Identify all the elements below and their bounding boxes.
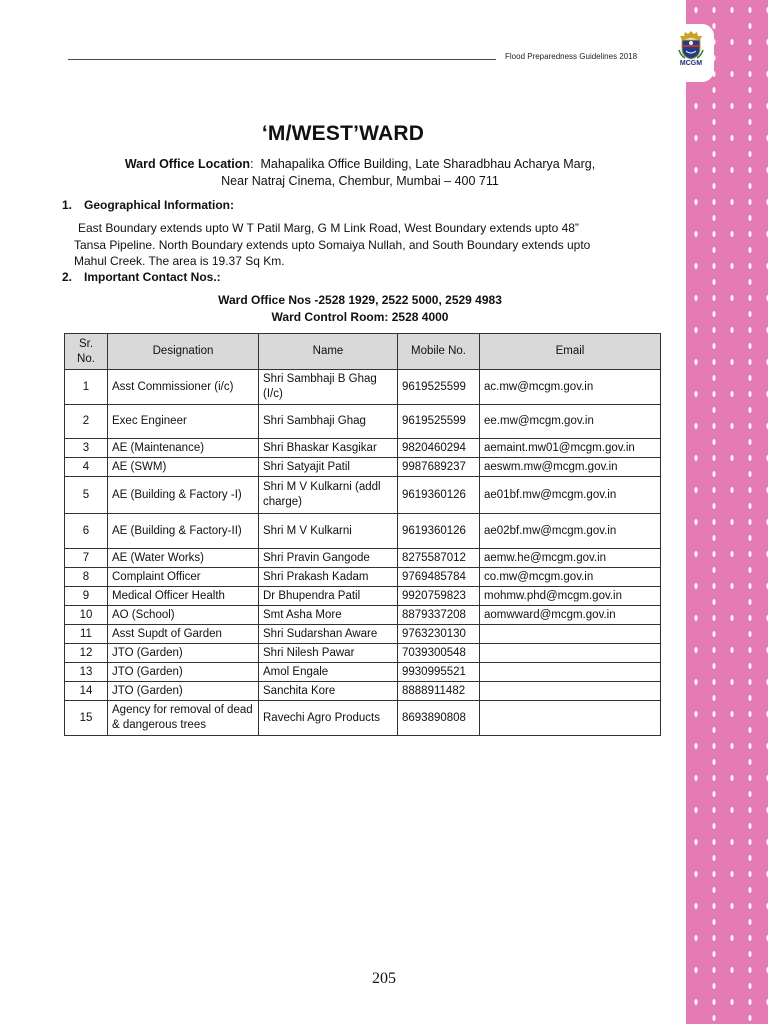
cell-name: Shri Pravin Gangode: [259, 549, 398, 568]
geographical-description: [74, 220, 658, 270]
cell-designation: AE (SWM): [108, 458, 259, 477]
cell-sr-no: 12: [65, 644, 108, 663]
ward-location-label: Ward Office Location: [124, 157, 251, 171]
table-row: [65, 370, 661, 405]
contacts-table: [64, 333, 661, 736]
ward-location-line1: Mahapalika Office Building, Late Sharadbhau Acharya Marg,: [260, 157, 596, 171]
decorative-pink-strip: [686, 0, 768, 1024]
cell-sr-no: 10: [65, 606, 108, 625]
cell-designation: AE (Building & Factory-II): [108, 514, 259, 549]
cell-email: [480, 644, 661, 663]
cell-sr-no: 4: [65, 458, 108, 477]
ward-office-nos: Ward Office Nos -2528 1929, 2522 5000, 2529 4983: [218, 293, 502, 307]
cell-name: Amol Engale: [259, 663, 398, 682]
cell-mobile: 9769485784: [398, 568, 480, 587]
cell-name: Sanchita Kore: [259, 682, 398, 701]
cell-designation: JTO (Garden): [108, 663, 259, 682]
cell-email: [480, 625, 661, 644]
cell-designation: AE (Maintenance): [108, 439, 259, 458]
table-body: [65, 370, 661, 736]
header-rule: [68, 59, 496, 60]
cell-email: [480, 663, 661, 682]
mcgm-emblem-icon: [677, 30, 705, 60]
table-row: [65, 549, 661, 568]
table-row: [65, 682, 661, 701]
cell-mobile: 8888911482: [398, 682, 480, 701]
cell-mobile: 8693890808: [398, 701, 480, 736]
cell-designation: Complaint Officer: [108, 568, 259, 587]
office-numbers: [0, 292, 720, 326]
cell-mobile: 8879337208: [398, 606, 480, 625]
cell-name: Shri Sudarshan Aware: [259, 625, 398, 644]
cell-mobile: 9820460294: [398, 439, 480, 458]
cell-designation: JTO (Garden): [108, 682, 259, 701]
ward-office-location: Ward Office Location: Mahapalika Office Building, Late Sharadbhau Acharya Marg, Near Natraj Cinema, Chembur, Mumbai – 400 711: [100, 156, 620, 190]
cell-designation: Medical Officer Health: [108, 587, 259, 606]
geo-line-1: East Boundary extends upto W T Patil Marg, G M Link Road, West Boundary extends upto 48”: [78, 221, 579, 235]
cell-name: Smt Asha More: [259, 606, 398, 625]
section-title: Important Contact Nos.:: [84, 270, 221, 284]
col-header-name: Name: [259, 334, 398, 370]
cell-name: Ravechi Agro Products: [259, 701, 398, 736]
section-heading-geographical: [62, 198, 234, 212]
table-row: [65, 663, 661, 682]
cell-designation: AE (Water Works): [108, 549, 259, 568]
cell-designation: JTO (Garden): [108, 644, 259, 663]
table-row: [65, 701, 661, 736]
cell-sr-no: 8: [65, 568, 108, 587]
cell-mobile: 9619360126: [398, 514, 480, 549]
cell-mobile: 8275587012: [398, 549, 480, 568]
cell-name: Shri M V Kulkarni: [259, 514, 398, 549]
cell-designation: Exec Engineer: [108, 405, 259, 439]
page-title: ‘M/WEST’WARD: [261, 122, 425, 145]
page-number: 205: [372, 970, 396, 987]
table-row: [65, 439, 661, 458]
cell-sr-no: 13: [65, 663, 108, 682]
cell-designation: Asst Commissioner (i/c): [108, 370, 259, 405]
cell-mobile: 7039300548: [398, 644, 480, 663]
cell-mobile: 9987689237: [398, 458, 480, 477]
cell-sr-no: 15: [65, 701, 108, 736]
table-row: [65, 625, 661, 644]
cell-sr-no: 11: [65, 625, 108, 644]
cell-email: [480, 682, 661, 701]
table-row: [65, 606, 661, 625]
table-row: [65, 568, 661, 587]
cell-sr-no: 3: [65, 439, 108, 458]
header-title: Flood Preparedness Guidelines 2018: [505, 52, 638, 61]
cell-email: aemw.he@mcgm.gov.in: [480, 549, 661, 568]
cell-sr-no: 2: [65, 405, 108, 439]
col-header-email: Email: [480, 334, 661, 370]
cell-email: ae01bf.mw@mcgm.gov.in: [480, 477, 661, 514]
cell-name: Shri Bhaskar Kasgikar: [259, 439, 398, 458]
cell-mobile: 9763230130: [398, 625, 480, 644]
geo-line-3: Mahul Creek. The area is 19.37 Sq Km.: [74, 254, 285, 268]
ward-location-line2: Near Natraj Cinema, Chembur, Mumbai – 400 711: [221, 174, 499, 188]
section-heading-contacts: [62, 270, 221, 284]
cell-sr-no: 9: [65, 587, 108, 606]
cell-designation: AO (School): [108, 606, 259, 625]
mcgm-logo: [668, 24, 714, 82]
section-number: 2.: [62, 270, 73, 284]
cell-mobile: 9619525599: [398, 370, 480, 405]
table-row: [65, 644, 661, 663]
section-number: 1.: [62, 198, 73, 212]
cell-name: Shri Nilesh Pawar: [259, 644, 398, 663]
cell-email: mohmw.phd@mcgm.gov.in: [480, 587, 661, 606]
cell-name: Shri Satyajit Patil: [259, 458, 398, 477]
cell-designation: AE (Building & Factory -I): [108, 477, 259, 514]
cell-mobile: 9619525599: [398, 405, 480, 439]
cell-email: [480, 701, 661, 736]
cell-mobile: 9930995521: [398, 663, 480, 682]
col-header-mobile: Mobile No.: [398, 334, 480, 370]
cell-email: ee.mw@mcgm.gov.in: [480, 405, 661, 439]
table-row: [65, 514, 661, 549]
geo-line-2: Tansa Pipeline. North Boundary extends upto Somaiya Nullah, and South Boundary extends upto: [74, 237, 591, 252]
cell-name: Shri Sambhaji B Ghag (I/c): [259, 370, 398, 405]
cell-sr-no: 14: [65, 682, 108, 701]
cell-name: Shri Sambhaji Ghag: [259, 405, 398, 439]
logo-text: MCGM: [679, 60, 703, 67]
table-row: [65, 587, 661, 606]
cell-email: co.mw@mcgm.gov.in: [480, 568, 661, 587]
cell-email: ac.mw@mcgm.gov.in: [480, 370, 661, 405]
cell-name: Dr Bhupendra Patil: [259, 587, 398, 606]
cell-mobile: 9920759823: [398, 587, 480, 606]
section-title: Geographical Information:: [84, 198, 235, 212]
cell-sr-no: 5: [65, 477, 108, 514]
ward-control-room: Ward Control Room: 2528 4000: [271, 310, 449, 324]
cell-email: aemaint.mw01@mcgm.gov.in: [480, 439, 661, 458]
cell-name: Shri Prakash Kadam: [259, 568, 398, 587]
cell-name: Shri M V Kulkarni (addl charge): [259, 477, 398, 514]
cell-email: aomwward@mcgm.gov.in: [480, 606, 661, 625]
cell-designation: Asst Supdt of Garden: [108, 625, 259, 644]
cell-email: aeswm.mw@mcgm.gov.in: [480, 458, 661, 477]
cell-sr-no: 1: [65, 370, 108, 405]
table-header-row: [65, 334, 661, 370]
table-row: [65, 405, 661, 439]
col-header-sr-no: Sr. No.: [65, 334, 108, 370]
table-row: [65, 477, 661, 514]
cell-sr-no: 7: [65, 549, 108, 568]
col-header-designation: Designation: [108, 334, 259, 370]
table-row: [65, 458, 661, 477]
cell-sr-no: 6: [65, 514, 108, 549]
cell-email: ae02bf.mw@mcgm.gov.in: [480, 514, 661, 549]
cell-mobile: 9619360126: [398, 477, 480, 514]
cell-designation: Agency for removal of dead & dangerous trees: [108, 701, 259, 736]
